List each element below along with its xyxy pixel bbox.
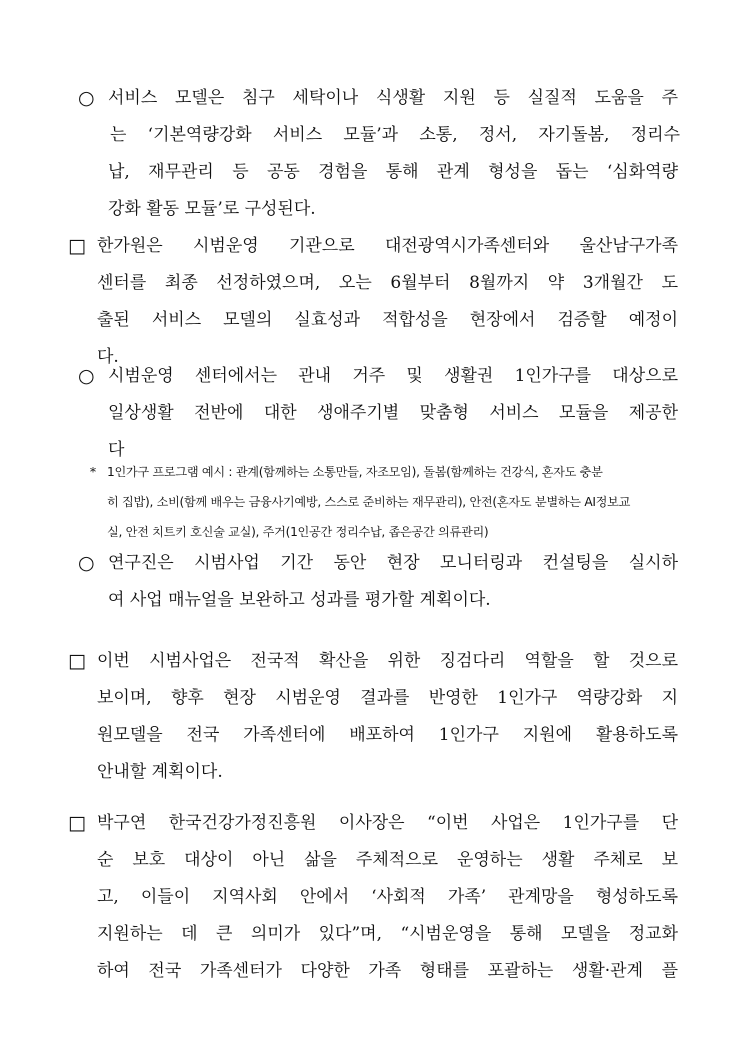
footnote-line: 실, 안전 치트키 호신술 교실), 주거(1인공간 정리수납, 좁은공간 의류관리) xyxy=(107,525,489,539)
paragraph-line: 센터를 최종 선정하였으며, 오는 6월부터 8월까지 약 3개월간 도 xyxy=(97,273,678,293)
paragraph-line: 서비스 모델은 침구 세탁이나 식생활 지원 등 실질적 도움을 주 xyxy=(108,88,678,108)
paragraph-line: 순 보호 대상이 아닌 삶을 주체적으로 운영하는 생활 주체로 보 xyxy=(97,850,678,870)
paragraph-line: 박구연 한국건강가정진흥원 이사장은 “이번 사업은 1인가구를 단 xyxy=(97,813,678,833)
paragraph-line: 여 사업 매뉴얼을 보완하고 성과를 평가할 계획이다. xyxy=(108,590,491,610)
circle-bullet-icon: ○ xyxy=(78,87,95,109)
paragraph-line: 는 ‘기본역량강화 서비스 모듈’과 소통, 정서, 자기돌봄, 정리수 xyxy=(110,125,680,145)
paragraph-line: 지원하는 데 큰 의미가 있다”며, “시범운영을 통해 모델을 정교화 xyxy=(97,924,678,944)
paragraph-line: 안내할 계획이다. xyxy=(97,762,223,782)
circle-bullet-icon: ○ xyxy=(78,552,95,574)
paragraph-line: 납, 재무관리 등 공동 경험을 통해 관계 형성을 돕는 ‘심화역량 xyxy=(108,162,678,182)
footnote-line: 1인가구 프로그램 예시 : 관계(함께하는 소통만들, 자조모임), 돌봄(함께하는 건강식, 혼자도 충분 xyxy=(107,465,603,479)
paragraph-line: 원모델을 전국 가족센터에 배포하여 1인가구 지원에 활용하도록 xyxy=(97,725,678,745)
paragraph-line: 고, 이들이 지역사회 안에서 ‘사회적 가족’ 관계망을 형성하도록 xyxy=(97,887,678,907)
paragraph-line: 다 xyxy=(108,440,125,460)
paragraph-line: 시범운영 센터에서는 관내 거주 및 생활권 1인가구를 대상으로 xyxy=(108,366,678,386)
square-bullet-icon: □ xyxy=(68,650,86,672)
paragraph-line: 연구진은 시범사업 기간 동안 현장 모니터링과 컨설팅을 실시하 xyxy=(108,553,678,573)
footnote-line: 히 집밥), 소비(함께 배우는 금융사기예방, 스스로 준비하는 재무관리), 안전(혼자도 분별하는 AI정보교 xyxy=(107,495,631,509)
square-bullet-icon: □ xyxy=(68,812,86,834)
paragraph-line: 보이며, 향후 현장 시범운영 결과를 반영한 1인가구 역량강화 지 xyxy=(97,688,678,708)
paragraph-line: 다. xyxy=(97,347,119,367)
paragraph-line: 강화 활동 모듈’로 구성된다. xyxy=(108,199,316,219)
square-bullet-icon: □ xyxy=(68,235,86,257)
paragraph-line: 하여 전국 가족센터가 다양한 가족 형태를 포괄하는 생활·관계 플 xyxy=(97,961,678,981)
paragraph-line: 이번 시범사업은 전국적 확산을 위한 징검다리 역할을 할 것으로 xyxy=(97,651,678,671)
paragraph-line: 일상생활 전반에 대한 생애주기별 맞춤형 서비스 모듈을 제공한 xyxy=(108,403,678,423)
asterisk-icon: * xyxy=(90,465,96,479)
paragraph-line: 한가원은 시범운영 기관으로 대전광역시가족센터와 울산남구가족 xyxy=(97,236,678,256)
circle-bullet-icon: ○ xyxy=(78,365,95,387)
paragraph-line: 출된 서비스 모델의 실효성과 적합성을 현장에서 검증할 예정이 xyxy=(97,310,678,330)
